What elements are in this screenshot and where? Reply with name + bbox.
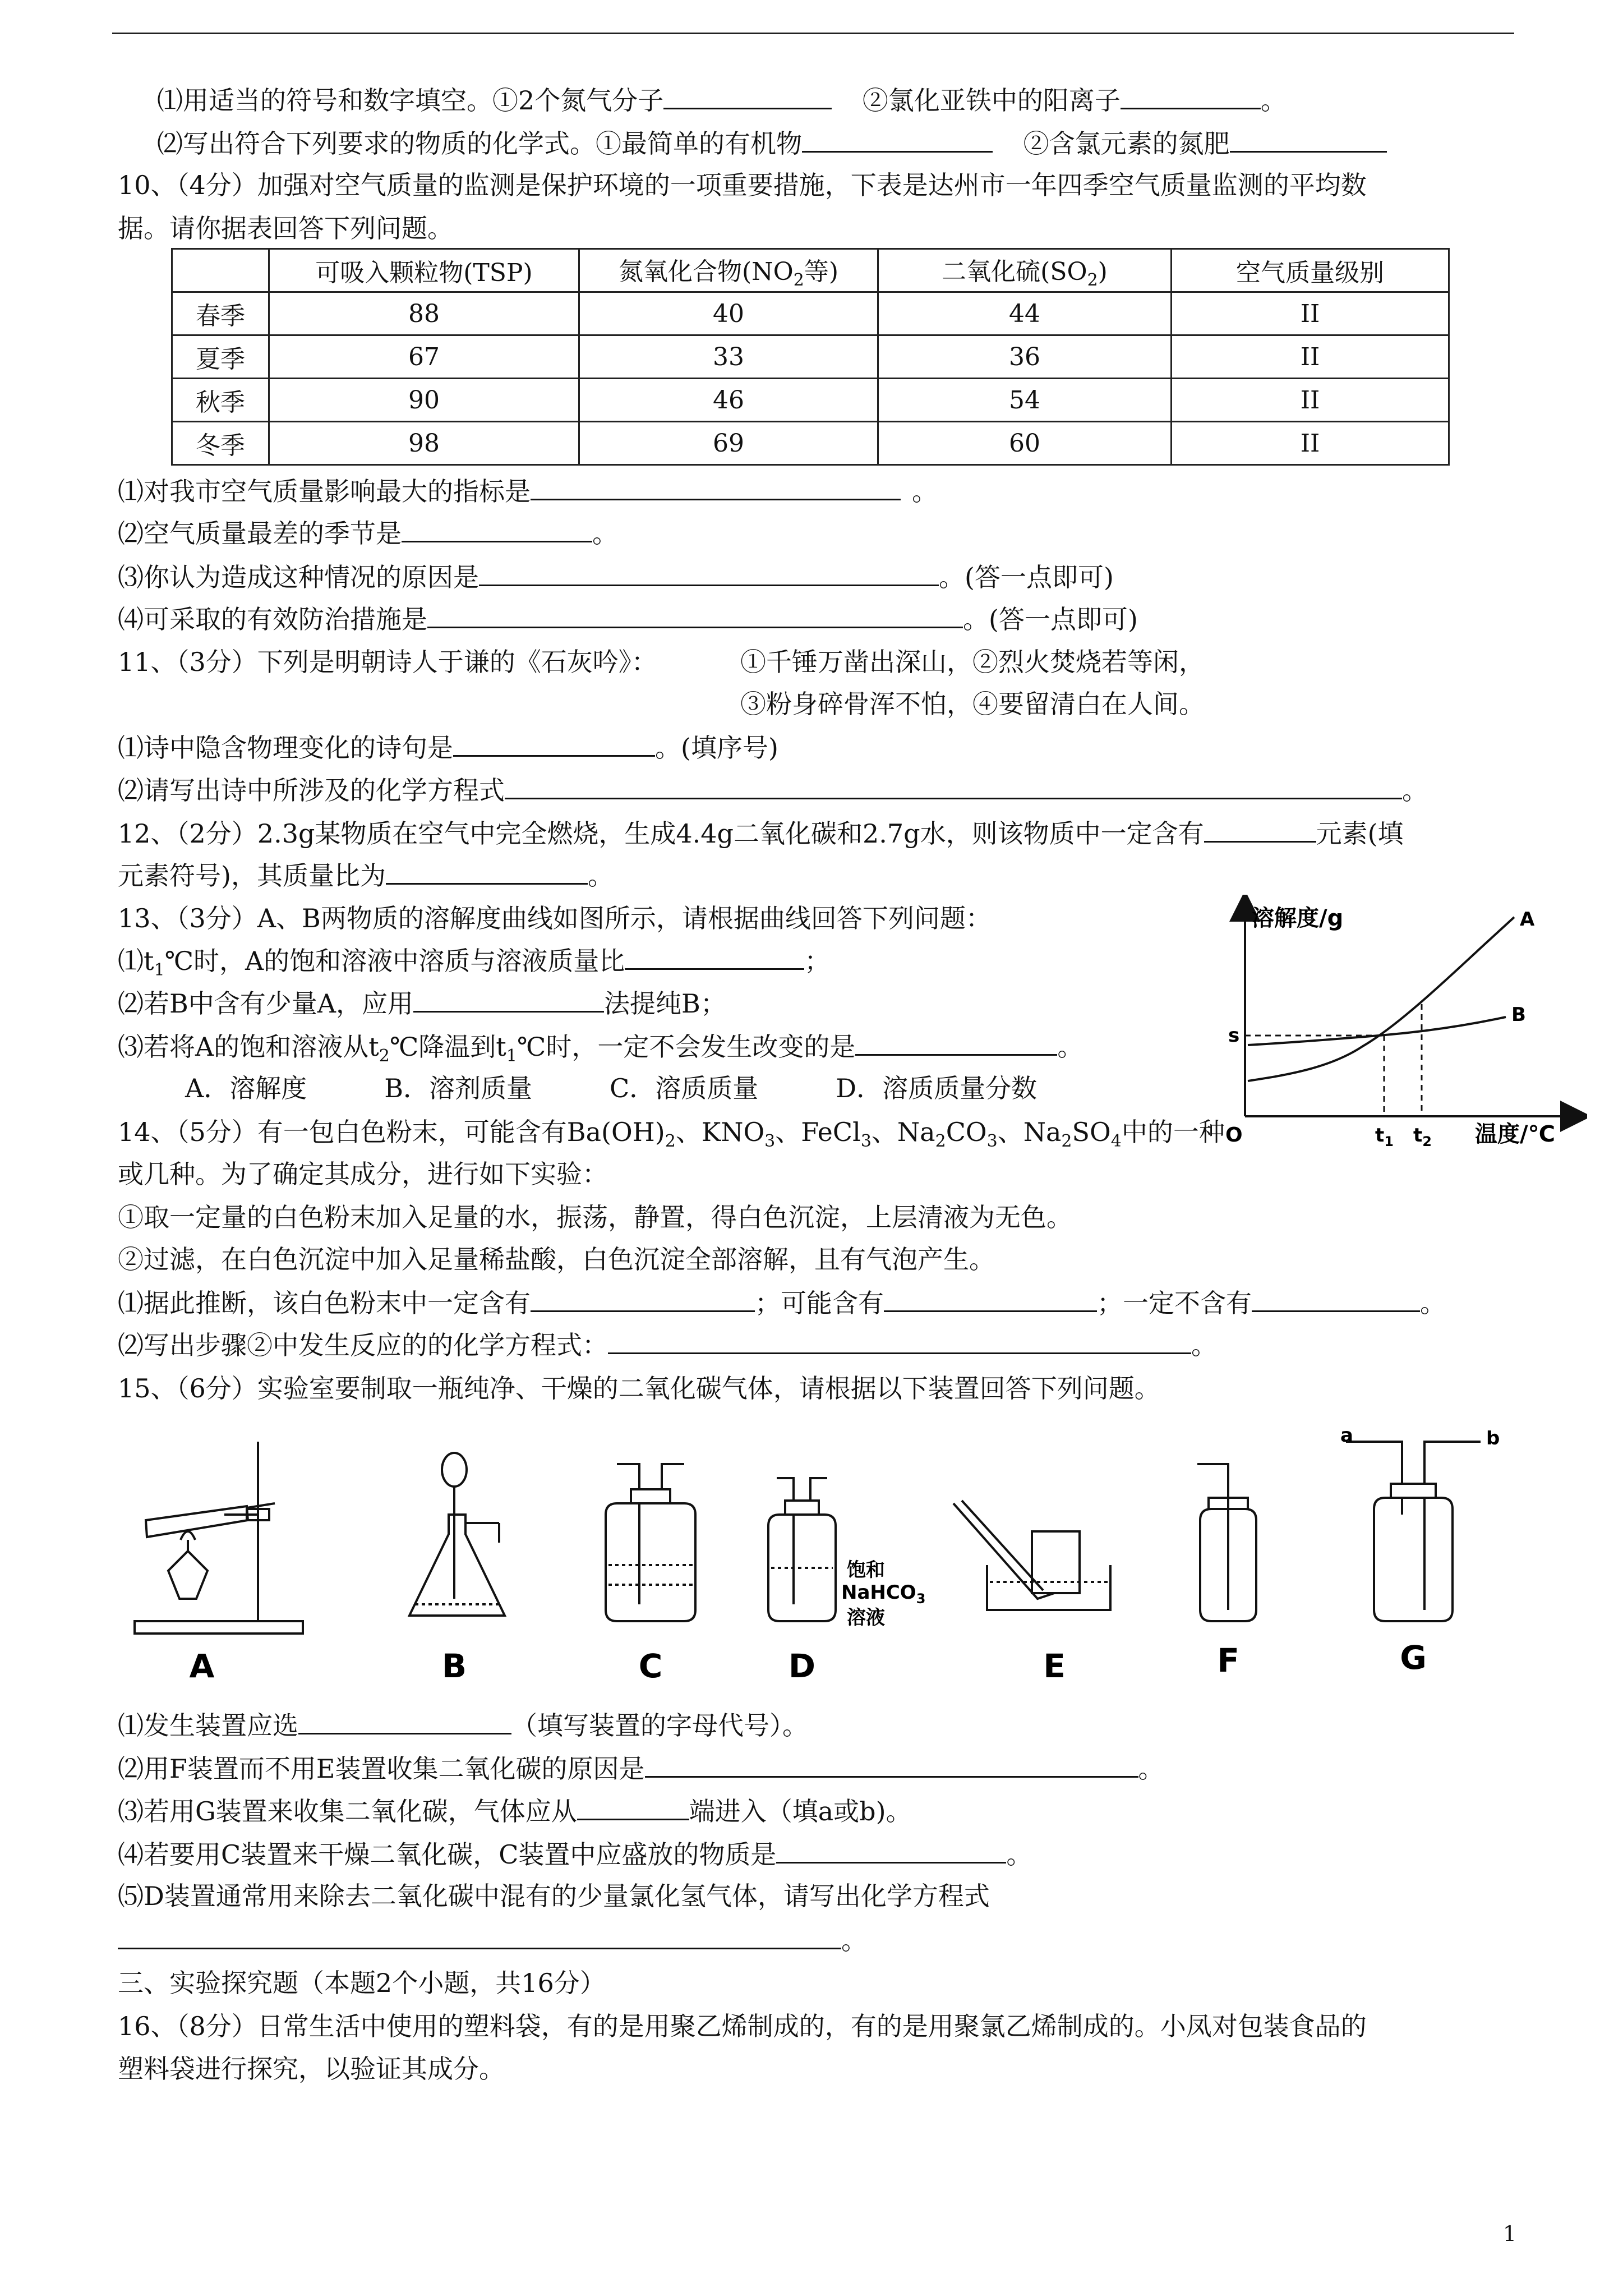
q12-stem: 12、（2分）2.3g某物质在空气中完全燃烧，生成4.4g二氧化碳和2.7g水，则该物质中一定含有 元素(填 [118, 816, 1404, 850]
apparatus-D-label-line2: NaHCO$_3$ [841, 1581, 926, 1607]
table-row: 夏季 67 33 36 II [172, 335, 1449, 379]
apparatus-D [768, 1478, 836, 1621]
answer-blank[interactable] [1121, 83, 1261, 109]
apparatus-label-C: C [638, 1647, 663, 1685]
q14-step2: ②过滤，在白色沉淀中加入足量稀盐酸，白色沉淀全部溶解，且有气泡产生。 [118, 1244, 995, 1274]
q11-poem-line1: ①千锤万凿出深山，②烈火焚烧若等闲， [740, 647, 1205, 677]
apparatus-A [135, 1442, 303, 1634]
lab-apparatus-figure [112, 1430, 1548, 1694]
apparatus-label-F: F [1217, 1641, 1239, 1680]
apparatus-G-port-b: b [1486, 1430, 1500, 1450]
q13-part2: ⑵若B中含有少量A，应用 法提纯B； [118, 986, 726, 1020]
answer-blank[interactable] [118, 1923, 841, 1949]
q14-stem: 14、（5分）有一包白色粉末，可能含有$Ba(OH)_2$、$KNO_3$、FeCl$_3$、$Na_2CO_3$、$Na_2SO_4$中的一种 [118, 1117, 1225, 1152]
page-number: 1 [1502, 2221, 1516, 2246]
table-header [172, 249, 269, 292]
answer-blank[interactable] [884, 1286, 1097, 1312]
q15-part5: ⑸D装置通常用来除去二氧化碳中混有的少量氯化氢气体，请写出化学方程式 [118, 1881, 990, 1911]
answer-blank[interactable] [1204, 816, 1316, 843]
solubility-chart [1217, 895, 1587, 1153]
apparatus-D-label-line3: 溶液 [847, 1607, 885, 1629]
apparatus-label-D: D [788, 1647, 816, 1685]
q9-part1: ⑴用适当的符号和数字填空。①2个氮气分子 ②氯化亚铁中的阳离子 。 [157, 83, 1287, 117]
q12-stem-cont: 元素符号)，其质量比为 。 [118, 858, 614, 892]
table-header-row [172, 249, 1449, 292]
origin-label: O [1225, 1124, 1243, 1147]
q15-part5-answer: 。 [118, 1923, 867, 1957]
q11-stem: 11、（3分）下列是明朝诗人于谦的《石灰吟》： [118, 647, 657, 677]
answer-blank[interactable] [1230, 126, 1387, 153]
q15-part3: ⑶若用G装置来收集二氧化碳，气体应从 端进入（填a或b)。 [118, 1794, 912, 1828]
answer-blank[interactable] [645, 1751, 1138, 1778]
q10-part4: ⑷可采取的有效防治措施是 。(答一点即可) [118, 602, 1138, 636]
series-label-B: B [1511, 1004, 1526, 1026]
apparatus-G [1346, 1442, 1481, 1621]
q10-part1: ⑴对我市空气质量影响最大的指标是 。 [118, 474, 938, 508]
curve-A [1248, 917, 1514, 1081]
table-row: 冬季 98 69 60 II [172, 422, 1449, 465]
apparatus-G-port-a: a [1340, 1430, 1353, 1447]
answer-blank[interactable] [663, 83, 832, 109]
answer-blank[interactable] [453, 730, 655, 757]
answer-blank[interactable] [479, 560, 939, 586]
q14-stem-cont: 或几种。为了确定其成分，进行如下实验： [118, 1159, 608, 1189]
q13-part1: $⑴t_1℃$时，A的饱和溶液中溶质与溶液质量比 ； [118, 944, 830, 987]
apparatus-F [1197, 1464, 1256, 1621]
answer-blank[interactable] [608, 1328, 1191, 1354]
apparatus-C [606, 1464, 695, 1621]
y-axis-label: 溶解度/g [1252, 905, 1344, 931]
answer-blank[interactable] [413, 986, 604, 1013]
answer-blank[interactable] [802, 126, 993, 153]
x-tick-t1: $t_1$ [1375, 1124, 1394, 1149]
q14-step1: ①取一定量的白色粉末加入足量的水，振荡，静置，得白色沉淀，上层清液为无色。 [118, 1202, 1072, 1232]
q11-part1: ⑴诗中隐含物理变化的诗句是 。(填序号) [118, 730, 778, 765]
answer-blank[interactable] [298, 1708, 511, 1734]
air-quality-table [171, 248, 1450, 466]
apparatus-label-B: B [441, 1647, 467, 1685]
series-label-A: A [1520, 908, 1535, 931]
q11-part2: ⑵请写出诗中所涉及的化学方程式 。 [118, 773, 1428, 807]
q16-stem: 16、（8分）日常生活中使用的塑料袋，有的是用聚乙烯制成的，有的是用聚氯乙烯制成的。小凤对包装食品的 [118, 2011, 1367, 2041]
answer-blank[interactable] [386, 858, 588, 885]
table-header: 二氧化硫$(SO_2)$ [878, 249, 1172, 292]
answer-blank[interactable] [776, 1837, 1006, 1864]
q14-part2: ⑵写出步骤②中发生反应的的化学方程式： 。 [118, 1328, 1217, 1362]
apparatus-D-label-line1: 饱和 [847, 1559, 885, 1581]
y-tick-label: s [1228, 1024, 1240, 1047]
table-row: 春季 88 40 44 II [172, 292, 1449, 335]
answer-blank[interactable] [1252, 1286, 1420, 1312]
q10-part3: ⑶你认为造成这种情况的原因是 。(答一点即可) [118, 560, 1114, 594]
q9-part2: ⑵写出符合下列要求的物质的化学式。①最简单的有机物 ②含氯元素的氮肥 [157, 126, 1387, 160]
q16-stem-cont: 塑料袋进行探究，以验证其成分。 [118, 2054, 505, 2084]
table-header: 氮氧化合物($NO_2$等) [579, 249, 878, 292]
q10-stem: 10、（4分）加强对空气质量的监测是保护环境的一项重要措施，下表是达州市一年四季空气质量监测的平均数 [118, 170, 1367, 200]
x-axis-label: 温度/℃ [1475, 1121, 1556, 1147]
apparatus-B [409, 1453, 505, 1616]
answer-blank[interactable] [505, 773, 1402, 799]
apparatus-label-A: A [189, 1647, 215, 1685]
q11-poem-line2: ③粉身碎骨浑不怕，④要留清白在人间。 [740, 689, 1205, 719]
q13-part3: ⑶若将A的饱和溶液从$t_2℃$降温到$t_1℃$时，一定不会发生改变的是 。 [118, 1029, 1083, 1073]
q15-stem: 15、（6分）实验室要制取一瓶纯净、干燥的二氧化碳气体，请根据以下装置回答下列问题。 [118, 1373, 1160, 1404]
curve-B [1248, 1017, 1506, 1045]
header-rule [112, 33, 1514, 34]
q15-part4: ⑷若要用C装置来干燥二氧化碳，C装置中应盛放的物质是 。 [118, 1837, 1032, 1871]
table-header: 可吸入颗粒物(TSP) [269, 249, 579, 292]
section-3-heading: 三、实验探究题（本题2个小题，共16分） [118, 1968, 606, 1998]
q15-part1: ⑴发生装置应选 （填写装置的字母代号）。 [118, 1708, 808, 1742]
apparatus-E [953, 1501, 1110, 1610]
answer-blank[interactable] [427, 602, 963, 628]
x-tick-t2: $t_2$ [1413, 1124, 1432, 1149]
table-header: 空气质量级别 [1172, 249, 1449, 292]
q13-options[interactable]: A．溶解度 B．溶剂质量 C．溶质质量 D．溶质质量分数 [185, 1073, 1038, 1103]
answer-blank[interactable] [577, 1794, 689, 1820]
answer-blank[interactable] [531, 474, 901, 500]
answer-blank[interactable] [531, 1286, 755, 1312]
apparatus-label-E: E [1043, 1647, 1066, 1685]
q10-part2: ⑵空气质量最差的季节是 。 [118, 516, 618, 550]
answer-blank[interactable] [402, 516, 592, 542]
answer-blank[interactable] [625, 944, 804, 970]
q14-part1: ⑴据此推断，该白色粉末中一定含有 ；可能含有 ；一定不含有 。 [118, 1286, 1446, 1320]
apparatus-label-G: G [1400, 1639, 1427, 1677]
answer-blank[interactable] [855, 1029, 1057, 1056]
q15-part2: ⑵用F装置而不用E装置收集二氧化碳的原因是 。 [118, 1751, 1164, 1786]
table-row: 秋季 90 46 54 II [172, 379, 1449, 422]
q13-stem: 13、（3分）A、B两物质的溶解度曲线如图所示，请根据曲线回答下列问题： [118, 903, 992, 933]
q10-stem-cont: 据。请你据表回答下列问题。 [118, 213, 453, 243]
